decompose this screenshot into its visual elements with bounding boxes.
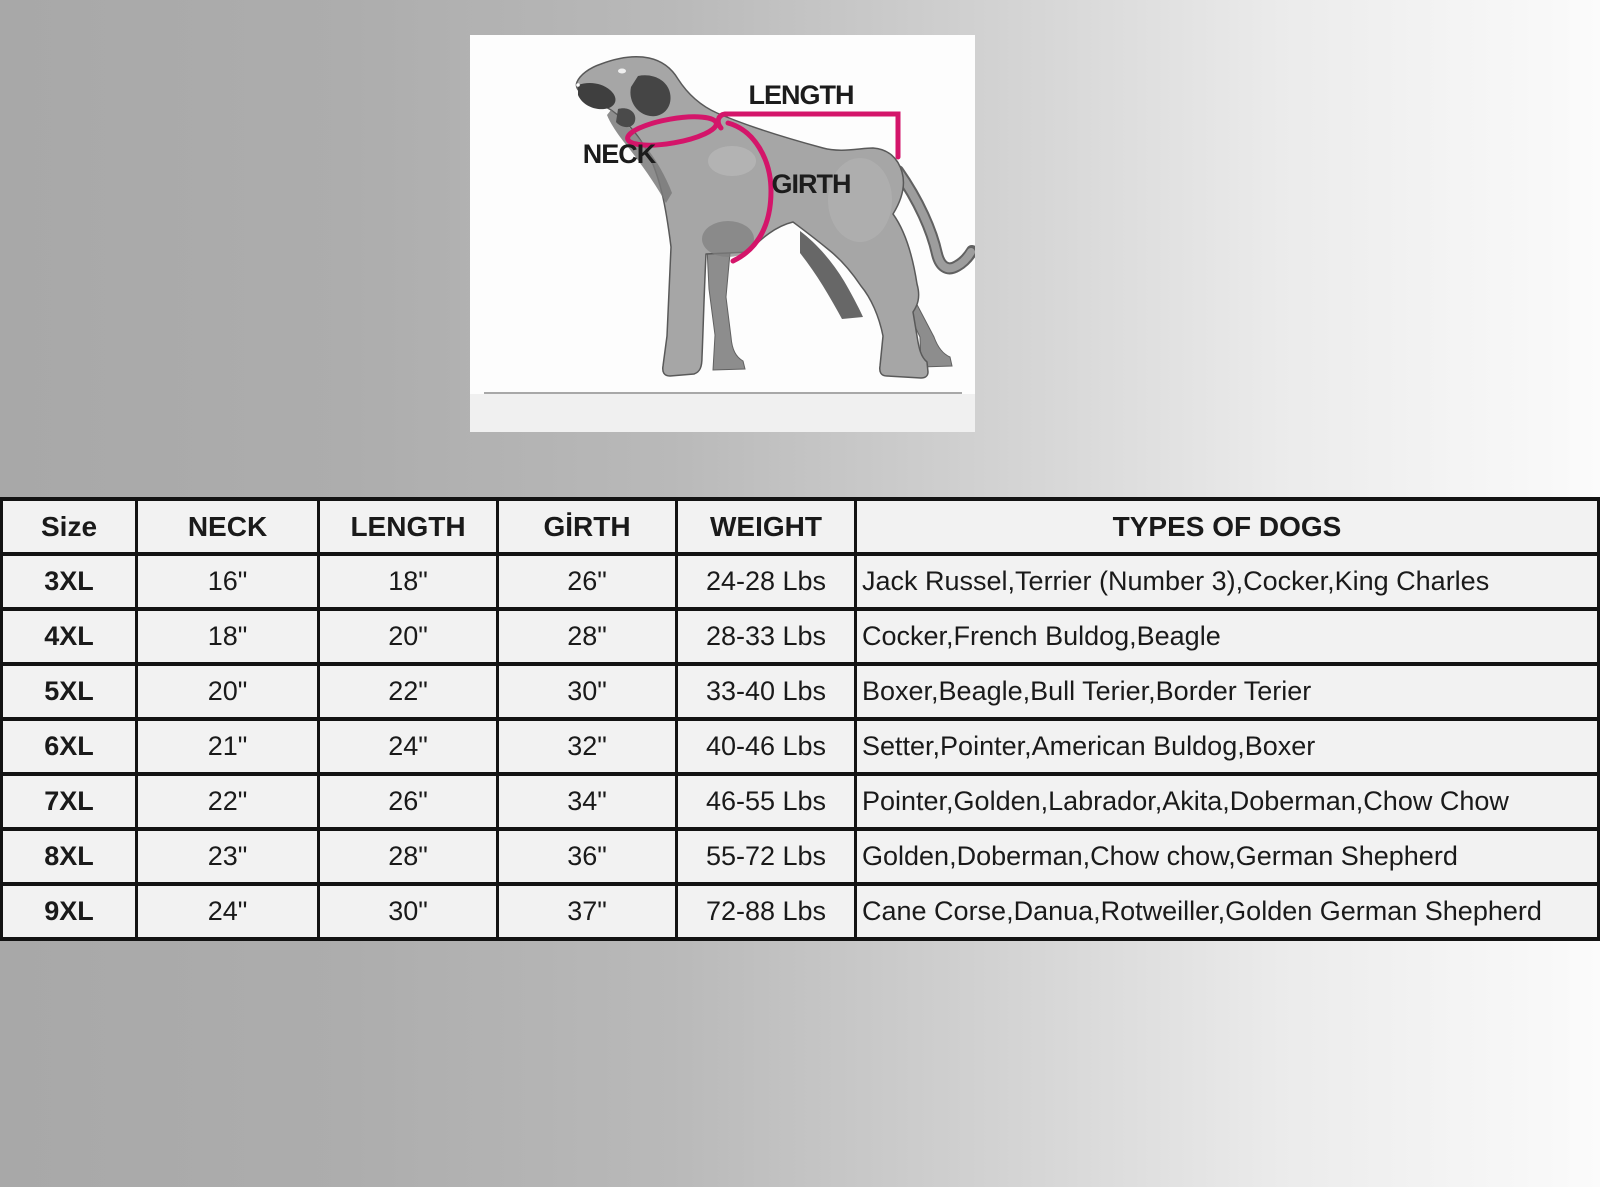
cell-weight: 72-88 Lbs: [677, 884, 856, 939]
cell-neck: 24": [137, 884, 319, 939]
dog-eye: [618, 69, 626, 74]
cell-weight: 33-40 Lbs: [677, 664, 856, 719]
header-length: LENGTH: [319, 499, 498, 554]
table-header-row: [2, 499, 1599, 554]
dog-measurement-diagram-card: [470, 35, 975, 432]
cell-types: Pointer,Golden,Labrador,Akita,Doberman,Chow Chow: [856, 774, 1599, 829]
cell-neck: 22": [137, 774, 319, 829]
table-row: [2, 719, 1599, 774]
cell-length: 20": [319, 609, 498, 664]
cell-length: 18": [319, 554, 498, 609]
dog-nose-highlight: [576, 83, 580, 87]
cell-weight: 40-46 Lbs: [677, 719, 856, 774]
cell-size: 7XL: [2, 774, 137, 829]
cell-neck: 23": [137, 829, 319, 884]
neck-label: NECK: [582, 139, 656, 169]
table-row: [2, 664, 1599, 719]
cell-weight: 55-72 Lbs: [677, 829, 856, 884]
size-chart-table: [0, 497, 1600, 941]
header-types: TYPES OF DOGS: [856, 499, 1599, 554]
cell-girth: 30": [498, 664, 677, 719]
cell-girth: 32": [498, 719, 677, 774]
cell-length: 24": [319, 719, 498, 774]
cell-neck: 20": [137, 664, 319, 719]
girth-label: GIRTH: [771, 169, 851, 199]
cell-size: 3XL: [2, 554, 137, 609]
cell-types: Golden,Doberman,Chow chow,German Shepherd: [856, 829, 1599, 884]
table-row: [2, 609, 1599, 664]
cell-size: 4XL: [2, 609, 137, 664]
length-label: LENGTH: [748, 80, 854, 110]
header-weight: WEIGHT: [677, 499, 856, 554]
cell-girth: 36": [498, 829, 677, 884]
cell-size: 5XL: [2, 664, 137, 719]
table-row: [2, 774, 1599, 829]
floor-area: [470, 394, 975, 432]
cell-types: Cocker,French Buldog,Beagle: [856, 609, 1599, 664]
table-row: [2, 884, 1599, 939]
cell-length: 28": [319, 829, 498, 884]
cell-weight: 28-33 Lbs: [677, 609, 856, 664]
table-row: [2, 554, 1599, 609]
cell-length: 30": [319, 884, 498, 939]
cell-types: Setter,Pointer,American Buldog,Boxer: [856, 719, 1599, 774]
cell-girth: 28": [498, 609, 677, 664]
cell-length: 26": [319, 774, 498, 829]
cell-types: Jack Russel,Terrier (Number 3),Cocker,King Charles: [856, 554, 1599, 609]
table-row: [2, 829, 1599, 884]
header-neck: NECK: [137, 499, 319, 554]
cell-neck: 16": [137, 554, 319, 609]
cell-girth: 37": [498, 884, 677, 939]
cell-types: Boxer,Beagle,Bull Terier,Border Terier: [856, 664, 1599, 719]
cell-size: 6XL: [2, 719, 137, 774]
dog-measurement-diagram: [470, 35, 975, 432]
cell-girth: 26": [498, 554, 677, 609]
cell-weight: 46-55 Lbs: [677, 774, 856, 829]
cell-size: 9XL: [2, 884, 137, 939]
cell-types: Cane Corse,Danua,Rotweiller,Golden German Shepherd: [856, 884, 1599, 939]
cell-length: 22": [319, 664, 498, 719]
cell-girth: 34": [498, 774, 677, 829]
header-size: Size: [2, 499, 137, 554]
cell-weight: 24-28 Lbs: [677, 554, 856, 609]
cell-size: 8XL: [2, 829, 137, 884]
cell-neck: 18": [137, 609, 319, 664]
header-girth: GİRTH: [498, 499, 677, 554]
cell-neck: 21": [137, 719, 319, 774]
